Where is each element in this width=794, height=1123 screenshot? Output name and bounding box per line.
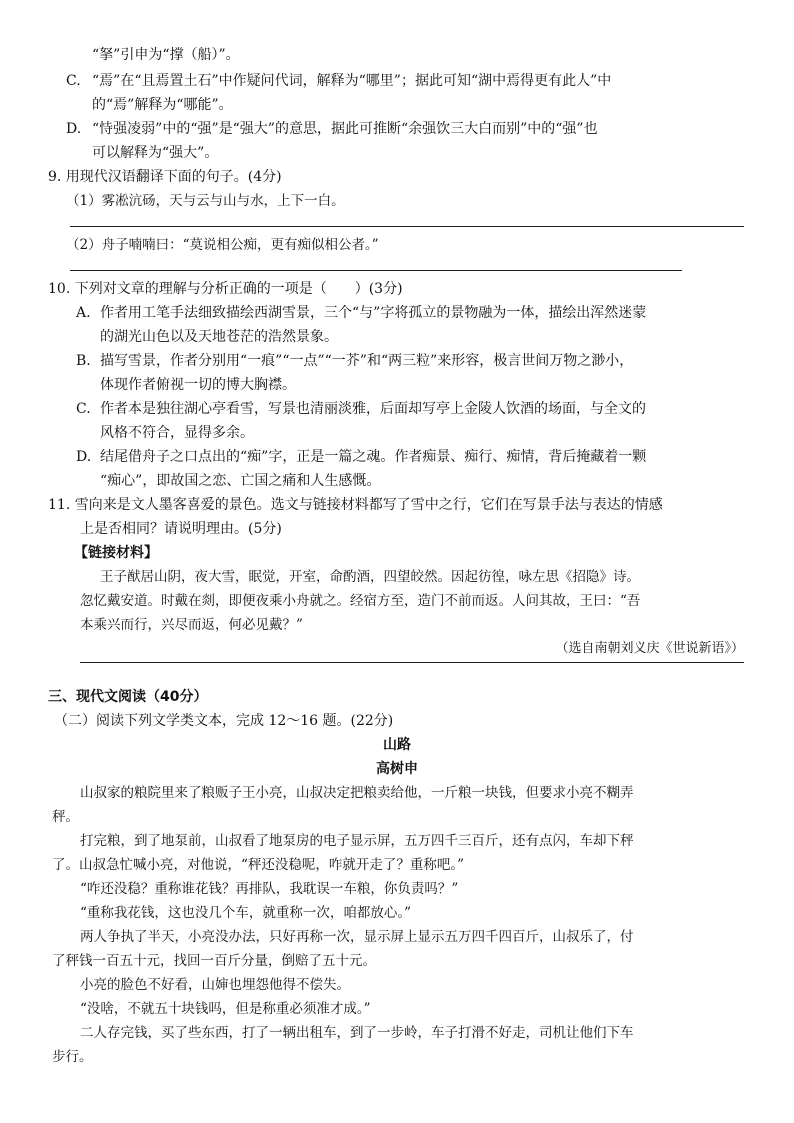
link-material-line1: 王子猷居山阴，夜大雪，眠觉，开室，命酌酒，四望皎然。因起彷徨，咏左思《招隐》诗。 — [100, 569, 640, 585]
q10-d-label: D. — [76, 449, 92, 465]
story-author: 高树申 — [376, 761, 418, 777]
q10-d-line2: “痴心”，即故国之恋、亡国之痛和人生感慨。 — [100, 473, 381, 489]
story-p2-line2: 了。山叔急忙喊小亮，对他说，“秤还没稳呢，咋就开走了？重称吧。” — [52, 857, 465, 873]
q10-c-label: C. — [76, 401, 91, 417]
section3-instructions: （二）阅读下列文学类文本，完成 12～16 题。(22分) — [54, 713, 394, 729]
q10-b-line2: 体现作者俯视一切的博大胸襟。 — [100, 377, 296, 393]
link-material-title: 【链接材料】 — [74, 545, 158, 561]
link-material-line3: 本乘兴而行，兴尽而返，何必见戴？” — [80, 617, 303, 633]
q8-d-label: D. — [66, 121, 82, 137]
q9-stem: 9. 用现代汉语翻译下面的句子。(4分) — [48, 169, 282, 185]
link-material-source: （选自南朝刘义庆《世说新语》） — [555, 641, 744, 656]
q10-c-line2: 风格不符合，显得多余。 — [100, 425, 254, 441]
q10-b-label: B. — [76, 353, 91, 369]
q11-answer-line[interactable] — [80, 662, 744, 663]
story-p1-line1: 山叔家的粮院里来了粮贩子王小亮，山叔决定把粮卖给他，一斤粮一块钱，但要求小亮不糊弄 — [80, 785, 634, 801]
story-p8-line1: 二人存完钱，买了些东西，打了一辆出租车，到了一步岭，车子打滑不好走，司机让他们下车 — [80, 1025, 634, 1041]
story-title: 山路 — [383, 737, 411, 753]
q9-answer-line-1[interactable] — [70, 226, 744, 227]
q8-c-label: C. — [66, 73, 81, 89]
story-p5-line1: 两人争执了半天，小亮没办法，只好再称一次，显示屏上显示五万四千四百斤，山叔乐了，付 — [80, 929, 634, 945]
q8-d-line2: 可以解释为“强大”。 — [92, 145, 219, 161]
q9-answer-line-2[interactable] — [70, 270, 682, 271]
story-p7: “没啥，不就五十块钱吗，但是称重必须准才成。” — [80, 1001, 371, 1017]
q11-line2: 上是否相同？请说明理由。(5分) — [80, 521, 282, 537]
q10-a-line2: 的湖光山色以及天地苍茫的浩然景象。 — [100, 329, 338, 345]
q8-c-line1: “焉”在“且焉置土石”中作疑问代词，解释为“哪里”；据此可知“湖中焉得更有此人”中 — [92, 73, 612, 89]
section3-heading: 三、现代文阅读（40分） — [48, 689, 208, 705]
story-p1-line2: 秤。 — [52, 809, 79, 825]
q10-d-line1: 结尾借舟子之口点出的“痴”字，正是一篇之魂。作者痴景、痴行、痴情，背后掩藏着一颗 — [100, 449, 647, 465]
q10-b-line1: 描写雪景，作者分别用“一痕”“一点”“一芥”和“两三粒”来形容，极言世间万物之渺小， — [100, 353, 634, 369]
q8-d-line1: “恃强凌弱”中的“强”是“强大”的意思，据此可推断“余强饮三大白而别”中的“强”也 — [92, 121, 598, 137]
story-p6: 小亮的脸色不好看，山婶也埋怨他得不偿失。 — [80, 977, 350, 993]
q11-line1: 11. 雪向来是文人墨客喜爱的景色。选文与链接材料都写了雪中之行，它们在写景手法与表达的情感 — [48, 497, 663, 513]
story-p8-line2: 步行。 — [52, 1049, 93, 1065]
q9-sentence-1: （1）雾凇沆砀，天与云与山与水，上下一白。 — [66, 193, 345, 209]
story-p5-line2: 了秤钱一百五十元，找回一百斤分量，倒赔了五十元。 — [52, 953, 376, 969]
link-material-line2: 忽忆戴安道。时戴在剡，即便夜乘小舟就之。经宿方至，造门不前而返。人问其故，王曰：“吾 — [80, 593, 641, 609]
q10-stem: 10. 下列对文章的理解与分析正确的一项是（ ）(3分) — [48, 281, 403, 297]
q10-a-label: A. — [76, 305, 91, 321]
q8-b-continuation: “拏”引申为“撑（船）”。 — [92, 47, 240, 63]
q10-a-line1: 作者用工笔手法细致描绘西湖雪景，三个“与”字将孤立的景物融为一体，描绘出浑然迷蒙 — [100, 305, 647, 321]
q10-c-line1: 作者本是独往湖心亭看雪，写景也清丽淡雅，后面却写亭上金陵人饮酒的场面，与全文的 — [100, 401, 646, 417]
story-p4: “重称我花钱，这也没几个车，就重称一次，咱都放心。” — [80, 905, 412, 921]
q9-sentence-2: （2）舟子喃喃曰：“莫说相公痴，更有痴似相公者。” — [66, 237, 379, 253]
q8-c-line2: 的“焉”解释为“哪能”。 — [92, 97, 233, 113]
story-p2-line1: 打完粮，到了地泵前，山叔看了地泵房的电子显示屏，五万四千三百斤，还有点闪，车却下秤 — [80, 833, 634, 849]
story-p3: “咋还没稳？重称谁花钱？再排队，我耽误一车粮，你负责吗？” — [80, 881, 459, 897]
